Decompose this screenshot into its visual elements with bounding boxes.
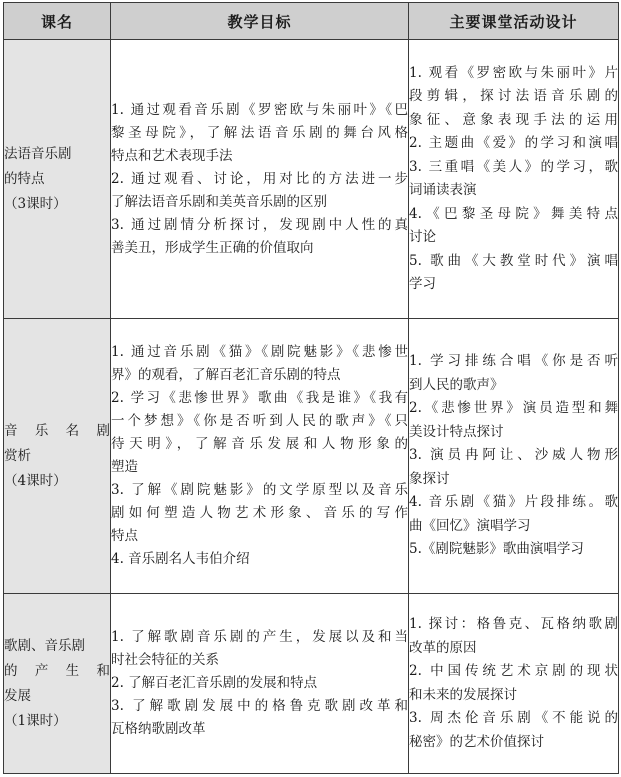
goal-line: 特点 (111, 528, 138, 544)
activity-line: 2. 中国传统艺术京剧的现状 (409, 663, 618, 679)
course-name-cell (4, 40, 111, 319)
goal-line: 3. 了解《剧院魅影》的文学原型以及音乐 (111, 482, 408, 498)
course-name-cell (4, 594, 111, 774)
activity-line: 讨论 (409, 229, 436, 245)
goal-line: 4. 音乐剧名人韦伯介绍 (111, 551, 250, 567)
goal-line: 黎圣母院》，了解法语音乐剧的舞台风格 (111, 124, 408, 141)
course-name-cell (4, 319, 111, 594)
goal-line: 2. 学习《悲惨世界》歌曲《我是谁》《我有 (111, 390, 408, 406)
course-name-line: 音乐名剧 (4, 422, 110, 439)
activity-line: 1. 观看《罗密欧与朱丽叶》片 (409, 64, 618, 81)
course-name-line: 歌剧、音乐剧 (4, 637, 85, 654)
activity-line: 5. 歌曲《大教堂时代》演唱 (409, 252, 618, 269)
activities-cell (409, 319, 619, 594)
activity-line: 学习 (409, 276, 436, 292)
activity-line: 曲《回忆》演唱学习 (409, 517, 531, 534)
activity-line: 段剪辑，探讨法语音乐剧的 (409, 88, 618, 104)
header-goals: 教学目标 (111, 3, 409, 40)
activity-line: 3. 演员冉阿让、沙威人物形 (409, 447, 618, 464)
activity-line: 1. 学习排练合唱《你是否听 (409, 353, 618, 370)
course-name-line: 发展 (4, 687, 31, 704)
activity-line: 2.《悲惨世界》演员造型和舞 (409, 400, 618, 417)
goal-line: 界》的观看，了解百老汇音乐剧的特点 (111, 367, 341, 383)
activity-line: 美设计特点探讨 (409, 423, 504, 440)
goal-line: 3. 通过剧情分析探讨，发现剧中人性的真 (111, 216, 408, 233)
course-name-line: 的特点 (4, 170, 45, 187)
activity-line: 4. 音乐剧《猫》片段排练。歌 (409, 494, 618, 511)
activity-line: 改革的原因 (409, 639, 477, 656)
activity-line: 5.《剧院魅影》歌曲演唱学习 (409, 541, 584, 558)
activity-line: 3. 三重唱《美人》的学习，歌 (409, 158, 618, 175)
activity-line: 象探讨 (409, 470, 450, 487)
goals-cell (111, 319, 409, 594)
course-name-line: 赏析 (4, 447, 31, 464)
course-hours: （4课时） (4, 472, 67, 489)
activities-cell (409, 40, 619, 319)
course-table (3, 2, 619, 774)
course-name-line: 的产生和 (4, 662, 110, 679)
goal-line: 特点和艺术表现手法 (111, 147, 233, 164)
activity-line: 3. 周杰伦音乐剧《不能说的 (409, 710, 618, 726)
goal-line: 塑造 (111, 459, 138, 475)
course-hours: （1课时） (4, 712, 67, 729)
activities-cell (409, 594, 619, 774)
activity-line: 词诵读表演 (409, 182, 477, 198)
activity-line: 秘密》的艺术价值探讨 (409, 733, 544, 750)
goal-line: 瓦格纳歌剧改革 (111, 721, 206, 737)
activity-line: 和未来的发展探讨 (409, 686, 517, 703)
goal-line: 1. 通过观看音乐剧《罗密欧与朱丽叶》《巴 (111, 101, 408, 118)
goal-line: 1. 了解歌剧音乐剧的产生，发展以及和当 (111, 629, 408, 645)
course-name-line: 法语音乐剧 (4, 145, 72, 162)
goal-line: 一个梦想》《你是否听到人民的歌声》《只 (111, 413, 408, 429)
table-row (4, 40, 619, 319)
header-row (4, 3, 619, 40)
table-row (4, 319, 619, 594)
goal-line: 时社会特征的关系 (111, 652, 219, 668)
course-hours: （3课时） (4, 195, 67, 212)
header-activities: 主要课堂活动设计 (409, 3, 619, 40)
goal-line: 待天明》，了解音乐发展和人物形象的 (111, 436, 408, 452)
goal-line: 3. 了解歌剧发展中的格鲁克歌剧改革和 (111, 698, 408, 714)
goals-cell (111, 594, 409, 774)
activity-line: 4.《巴黎圣母院》舞美特点 (409, 205, 618, 222)
goals-cell (111, 40, 409, 319)
goal-line: 2. 通过观看、讨论，用对比的方法进一步 (111, 170, 408, 187)
goal-line: 剧如何塑造人物艺术形象、音乐的写作 (111, 505, 408, 521)
activity-line: 象征、意象表现手法的运用 (409, 111, 618, 128)
activity-line: 到人民的歌声》 (409, 376, 504, 393)
goal-line: 2. 了解百老汇音乐剧的发展和特点 (111, 675, 318, 691)
goal-line: 了解法语音乐剧和美英音乐剧的区别 (111, 193, 327, 210)
header-course: 课名 (4, 3, 111, 40)
activity-line: 1. 探讨：格鲁克、瓦格纳歌剧 (409, 616, 618, 632)
goal-line: 善美丑，形成学生正确的价值取向 (111, 239, 314, 256)
activity-line: 2. 主题曲《爱》的学习和演唱 (409, 135, 618, 151)
table-row (4, 594, 619, 774)
goal-line: 1. 通过音乐剧《猫》《剧院魅影》《悲惨世 (111, 344, 408, 360)
